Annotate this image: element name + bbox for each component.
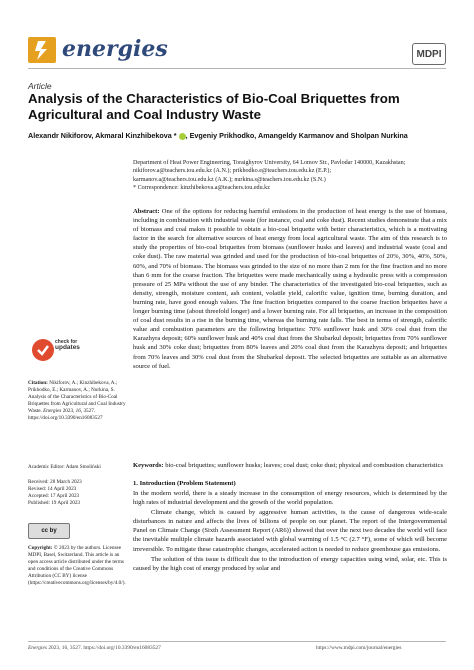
journal-name: energies xyxy=(62,36,168,62)
header-divider xyxy=(28,68,446,69)
authors-rest: , Evgeniy Prikhodko, Amangeldy Karmanov and Sholpan Nurkina xyxy=(185,131,408,140)
affiliation-emails-2: karmanov.a@teachers.tou.edu.kz (A.K.); nurkina.s@teachers.tou.edu.kz (S.N.) xyxy=(133,176,326,183)
author-list xyxy=(28,131,458,141)
authors-first: Alexandr Nikiforov, Akmaral Kinzhibekova * xyxy=(28,131,177,140)
publication-dates xyxy=(28,479,126,507)
abstract-label: Abstract: xyxy=(133,208,160,215)
abstract-text: One of the options for reducing harmful emissions in the production of heat energy is the use of biomass, including in combination with industrial waste (for instance, coal and coke dust). Recent studies demonstrate that a mix of biomass and coal makes it possible to obtain a bio-coal briquette with better characteristics, which is a motivating factor in the search for alternative sources of heat energy from local agricultural waste. The aim of this research is to study the properties of bio-coal briquettes from biomass (sunflower husks and leaves) and industrial waste (coal and coke dust). The raw material was grinded and used for the production of bio-coal briquettes of 20%, 30%, 40%, 50%, 60%, and 70% of biomass. The biomass was grinded to the size of no more than 2 mm for the fine fraction and no more than 6 mm for the coarse fraction. The briquettes were made mechanically using a hydraulic press with a compression pressure of 25 MPa without the use of any binder. The characteristics of the investigated bio-coal briquettes, such as density, strength, moisture content, ash content, volatile yield, calorific value, ignition time, burning duration, and burning rate, have good enough values. The fine fraction briquettes compared to the coarse fraction briquettes have a longer burning time (about threefold longer) and a lower burning rate. For all briquettes, an increase in the composition of coal dust results in a rise in the burning time, whereas the burning rate falls. The best in terms of strength, calorific value and combustion parameters are the following briquettes: 70% sunflower husk and 30% coal dust from the Karazhyra deposit; 60% sunflower husk and 40% coal dust from the Shubarkul deposit; briquettes from 70% sunflower husk and 30% coke dust; briquettes from 80% leaves and 20% coal dust from the Karazhyra deposit; and briquettes from 70% leaves and 30% coal dust from the Shubarkul deposit. The selected briquettes are suitable as an alternative source of fuel. xyxy=(133,208,447,370)
citation-text: Nikiforov, A.; Kinzhibekova, A.; Prikhodko, E.; Karmanov, A.; Nurkina, S. Analysis of the Characteristics of Bio-Coal Briquettes from Agricultural and Coal Industry Waste. xyxy=(28,380,126,415)
check-for-updates-label[interactable] xyxy=(55,339,80,351)
keywords-label: Keywords: xyxy=(133,462,164,469)
citation-year: 2023, xyxy=(61,408,76,415)
academic-editor: Academic Editor: Adam Smoliński xyxy=(28,464,101,470)
affiliation-emails-1: nikiforov.a@teachers.tou.edu.kz (A.N.); prikhodko.e@teachers.tou.edu.kz (E.P.); xyxy=(133,168,332,175)
received-date: Received: 28 March 2023 xyxy=(28,479,82,485)
footer-journal-url[interactable]: https://www.mdpi.com/journal/energies xyxy=(316,645,402,651)
correspondence: * Correspondence: kinzhibekova.a@teachers.tou.edu.kz xyxy=(133,184,270,191)
citation-label: Citation: xyxy=(28,380,48,386)
paragraph: The solution of this issue is difficult due to the introduction of energy capacities using wind, solar, etc. This is caused by the high cost of energy produced by solar and xyxy=(133,555,447,572)
publisher-badge: MDPI xyxy=(412,43,446,65)
section-body xyxy=(133,489,447,574)
abstract xyxy=(133,207,447,371)
orcid-icon[interactable] xyxy=(179,133,186,140)
affiliations xyxy=(133,159,451,192)
check-updates-line-1: check for xyxy=(55,339,78,345)
paper-title: Analysis of the Characteristics of Bio-Coal Briquettes from Agricultural and Coal Industry Waste xyxy=(28,91,400,122)
keywords xyxy=(133,461,447,470)
paragraph: In the modern world, there is a steady increase in the consumption of energy resources, which is determined by the high rates of industrial development and the growth of the world population. xyxy=(133,490,447,507)
section-heading: 1. Introduction (Problem Statement) xyxy=(133,480,236,487)
article-type: Article xyxy=(28,81,52,91)
keywords-text: bio-coal briquettes; sunflower husks; leaves; coal dust; coke dust; physical and combustion characteristics xyxy=(163,462,444,469)
paragraph: Climate change, which is caused by aggressive human activities, is the cause of dangerous wide-scale disturbances in nature and affects the lives of billions of people on our planet. The report of the Intergovernmental Panel on Climate Change (Sixth Assessment Report (AR6)) showed that over the next two decades the world will face the inevitable multiple climate hazards associated with global warming of 1.5 °C (2.7 °F), some of which will become irreversible. To mitigate these catastrophic changes, accelerated action is needed to reduce greenhouse gas emissions. xyxy=(133,509,447,553)
citation-volume: 16, xyxy=(75,408,83,415)
journal-logo-icon xyxy=(28,37,56,63)
published-date: Published: 19 April 2023 xyxy=(28,500,81,507)
copyright-label: Copyright: xyxy=(28,545,53,551)
footer-journal: Energies xyxy=(28,645,47,651)
revised-date: Revised: 14 April 2023 xyxy=(28,486,77,493)
citation-journal: Energies xyxy=(43,408,62,415)
footer-doi[interactable]: 2023, 16, 3527. https://doi.org/10.3390/en16083527 xyxy=(46,645,161,651)
accepted-date: Accepted: 17 April 2023 xyxy=(28,493,80,500)
copyright xyxy=(28,545,126,588)
check-updates-line-2: updates xyxy=(55,344,80,351)
cc-by-license-icon[interactable]: cc by xyxy=(28,523,70,539)
citation xyxy=(28,380,126,423)
copyright-text: © 2023 by the authors. Licensee MDPI, Basel, Switzerland. This article is an open access article distributed under the terms and conditions of the Creative Commons Attribution (CC BY) license (https://creativecommons.org/licenses/by/4.0/). xyxy=(28,545,126,587)
affiliation-dept: Department of Heat Power Engineering, Toraighyrov University, 64 Lomov Str., Pavlodar 140000, Kazakhstan; xyxy=(133,160,406,166)
footer-divider xyxy=(28,641,446,642)
check-for-updates-icon[interactable] xyxy=(32,339,54,361)
citation-doi[interactable]: 3527. https://doi.org/10.3390/en16083527 xyxy=(28,408,103,422)
footer-citation xyxy=(28,645,161,651)
